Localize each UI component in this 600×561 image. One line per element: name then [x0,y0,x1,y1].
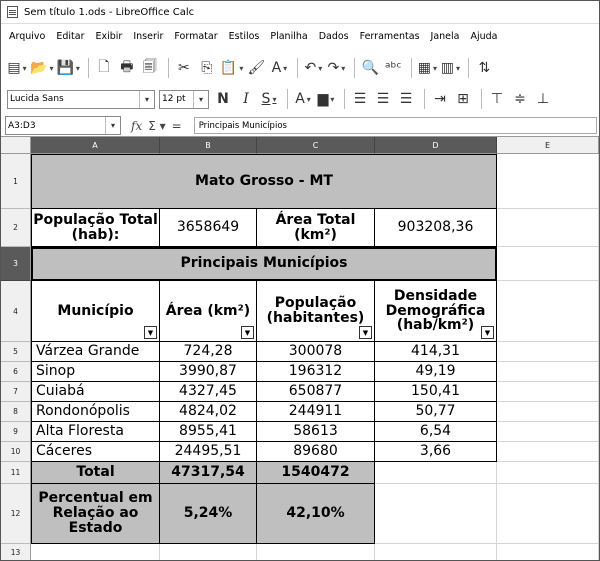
align-top-icon[interactable]: ⊤ [490,91,504,107]
autofilter-dropdown-icon[interactable]: ▼ [481,326,494,339]
table-row-densidade[interactable]: 3,66 [375,442,497,462]
cell-e6[interactable] [497,362,599,382]
chevron-down-icon[interactable]: ▾ [139,91,154,108]
clone-formatting-icon[interactable]: 🖌 [247,60,266,76]
align-center-icon[interactable]: ☰ [376,91,390,107]
row-header-12[interactable]: 12 [1,484,31,544]
name-box[interactable] [5,116,121,135]
title-bar [1,1,599,24]
row-header-13[interactable]: 13 [1,544,31,561]
toolbar-separator [297,58,298,78]
row-header-3[interactable]: 3 [1,247,31,281]
percent-populacao-cell[interactable]: 42,10% [257,484,375,544]
row-header-9[interactable]: 9 [1,422,31,442]
percent-area-cell[interactable]: 5,24% [160,484,257,544]
font-name-value: Lucida Sans [10,94,64,104]
cell-e4[interactable] [497,281,599,342]
section-title-cell[interactable]: Principais Municípios [31,247,497,281]
autofilter-dropdown-icon[interactable]: ▼ [241,326,254,339]
table-row-municipio[interactable]: Sinop [31,362,160,382]
print-icon[interactable]: 🖶 [120,59,134,75]
find-replace-icon[interactable]: 🔍 [361,60,380,76]
column-header-e[interactable]: E [497,137,599,154]
window-title: Sem título 1.ods - LibreOffice Calc [24,6,195,18]
cell-d11[interactable] [375,462,497,484]
menu-bar [1,31,599,49]
cell-e11[interactable] [497,462,599,484]
align-right-icon[interactable]: ☰ [399,91,413,107]
table-row-municipio[interactable]: Cuiabá [31,382,160,402]
row-header-4[interactable]: 4 [1,281,31,342]
menu-janela[interactable]: Janela [430,31,460,42]
sort-icon[interactable]: ⇅ [478,60,491,76]
percent-label-cell[interactable]: Percentual em Relação ao Estado [31,484,160,544]
row-header-5[interactable]: 5 [1,342,31,362]
toolbar-separator [344,89,345,109]
font-size-select[interactable] [159,90,209,109]
clear-formatting-icon[interactable]: A ▾ [269,57,289,79]
toolbar-separator [481,89,482,109]
function-wizard-icon[interactable]: fx [131,118,143,133]
row-header-10[interactable]: 10 [1,442,31,462]
row-header-1[interactable]: 1 [1,154,31,209]
header-populacao-cell[interactable]: População (habitantes) [257,281,375,342]
select-all-corner[interactable] [1,137,31,154]
font-name-select[interactable] [7,90,155,109]
formula-icon[interactable]: = [171,118,182,133]
document-icon [7,6,18,18]
cell-e10[interactable] [497,442,599,462]
cell-a13[interactable] [31,544,160,561]
table-row-populacao[interactable]: 89680 [257,442,375,462]
cell-e12[interactable] [497,484,599,544]
total-area-cell[interactable]: 47317,54 [160,462,257,484]
underline-button[interactable]: S ▾ [259,88,279,110]
table-row-densidade[interactable]: 50,77 [375,402,497,422]
cell-e3[interactable] [497,247,599,281]
cell-e9[interactable] [497,422,599,442]
total-populacao-cell[interactable]: 1540472 [257,462,375,484]
menu-estilos[interactable]: Estilos [228,31,260,42]
cut-icon[interactable]: ✂ [178,60,190,76]
menu-formatar[interactable]: Formatar [174,31,218,42]
print-preview-icon[interactable]: 🗐 [142,59,157,75]
table-row-area[interactable]: 3990,87 [160,362,257,382]
autofilter-dropdown-icon[interactable]: ▼ [144,326,157,339]
name-box-value: A3:D3 [8,120,36,131]
align-middle-icon[interactable]: ≑ [514,91,526,107]
row-icon[interactable]: ▦ ▾ [417,57,437,79]
italic-button[interactable]: I [243,91,249,107]
area-total-value-cell[interactable]: 903208,36 [375,209,497,247]
menu-inserir[interactable]: Inserir [133,31,164,42]
header-densidade-cell[interactable]: Densidade Demográfica (hab/km²) [375,281,497,342]
table-row-densidade[interactable]: 414,31 [375,342,497,362]
table-row-municipio[interactable]: Alta Floresta [31,422,160,442]
new-document-icon[interactable]: ▤ ▾ [7,57,27,79]
toolbar-separator [354,58,355,78]
formula-input[interactable]: Principais Municípios [194,117,597,134]
sum-icon[interactable]: Σ ▾ [148,118,166,133]
font-size-value: 12 pt [162,94,186,104]
toolbar-separator [411,58,412,78]
redo-icon[interactable]: ↷ ▾ [326,57,346,79]
open-folder-icon[interactable]: 📂 ▾ [30,57,53,79]
menu-ferramentas[interactable]: Ferramentas [359,31,420,42]
table-row-municipio[interactable]: Várzea Grande [31,342,160,362]
standard-toolbar [1,53,599,83]
copy-icon[interactable]: ⎘ [201,60,213,76]
align-bottom-icon[interactable]: ⊥ [536,91,550,107]
column-header-d[interactable]: D [375,137,497,154]
cell-e7[interactable] [497,382,599,402]
row-header-2[interactable]: 2 [1,209,31,247]
toolbar-separator [287,89,288,109]
menu-planilha[interactable]: Planilha [270,31,308,42]
wrap-text-icon[interactable]: ⇥ [434,91,446,107]
cell-e1[interactable] [497,154,599,209]
table-row-populacao[interactable]: 244911 [257,402,375,422]
menu-dados[interactable]: Dados [318,31,349,42]
align-left-icon[interactable]: ☰ [353,91,367,107]
row-header-8[interactable]: 8 [1,402,31,422]
table-row-populacao[interactable]: 300078 [257,342,375,362]
paste-icon[interactable]: 📋 ▾ [220,57,243,79]
column-header-b[interactable]: B [160,137,257,154]
column-header-c[interactable]: C [257,137,375,154]
formula-bar [1,115,599,137]
total-label-cell[interactable]: Total [31,462,160,484]
menu-arquivo[interactable]: Arquivo [9,31,46,42]
table-row-populacao[interactable]: 650877 [257,382,375,402]
background-color-icon[interactable]: ▆ ▾ [316,88,336,110]
merge-center-icon[interactable]: ⊞ [457,91,469,107]
autofilter-dropdown-icon[interactable]: ▼ [359,326,372,339]
spreadsheet-grid[interactable] [1,137,599,561]
menu-editar[interactable]: Editar [56,31,85,42]
table-row-populacao[interactable]: 196312 [257,362,375,382]
menu-exibir[interactable]: Exibir [95,31,123,42]
cell-e8[interactable] [497,402,599,422]
cell-e13[interactable] [497,544,599,561]
cell-e5[interactable] [497,342,599,362]
table-row-municipio[interactable]: Rondonópolis [31,402,160,422]
table-row-densidade[interactable]: 49,19 [375,362,497,382]
table-row-area[interactable]: 4824,02 [160,402,257,422]
table-row-populacao[interactable]: 58613 [257,422,375,442]
header-area-cell[interactable]: Área (km²) [160,281,257,342]
chevron-down-icon[interactable]: ▾ [105,117,120,134]
toolbar-separator [424,89,425,109]
pop-total-value-cell[interactable]: 3658649 [160,209,257,247]
row-header-6[interactable]: 6 [1,362,31,382]
table-row-densidade[interactable]: 6,54 [375,422,497,442]
row-header-7[interactable]: 7 [1,382,31,402]
menu-ajuda[interactable]: Ajuda [470,31,498,42]
toolbar-separator [88,58,89,78]
sheet-title-cell[interactable]: Mato Grosso - MT [31,154,497,209]
cell-d12[interactable] [375,484,497,544]
column-header-a[interactable]: A [31,137,160,154]
pop-total-label-cell[interactable]: População Total (hab): [31,209,160,247]
toolbar-separator [468,58,469,78]
cell-d13[interactable] [375,544,497,561]
formula-icons [131,119,188,133]
save-icon[interactable]: 💾 ▾ [56,57,79,79]
table-row-area[interactable]: 8955,41 [160,422,257,442]
table-row-area[interactable]: 4327,45 [160,382,257,402]
chevron-down-icon[interactable]: ▾ [193,91,208,108]
table-row-area[interactable]: 724,28 [160,342,257,362]
cell-b13[interactable] [160,544,257,561]
row-header-11[interactable]: 11 [1,462,31,484]
column-icon[interactable]: ▥ ▾ [440,57,460,79]
cell-e2[interactable] [497,209,599,247]
undo-icon[interactable]: ↶ ▾ [303,57,323,79]
cell-c13[interactable] [257,544,375,561]
table-row-municipio[interactable]: Cáceres [31,442,160,462]
area-total-label-cell[interactable]: Área Total (km²) [257,209,375,247]
spelling-icon[interactable]: ᵃᵇᶜ [385,60,402,76]
export-pdf-icon[interactable]: 🗋 [98,59,110,75]
formatting-toolbar [1,87,599,111]
table-row-densidade[interactable]: 150,41 [375,382,497,402]
table-row-area[interactable]: 24495,51 [160,442,257,462]
font-color-icon[interactable]: A ▾ [293,88,313,110]
bold-button[interactable]: N [217,91,229,107]
toolbar-separator [168,58,169,78]
header-municipio-cell[interactable]: Município [31,281,160,342]
